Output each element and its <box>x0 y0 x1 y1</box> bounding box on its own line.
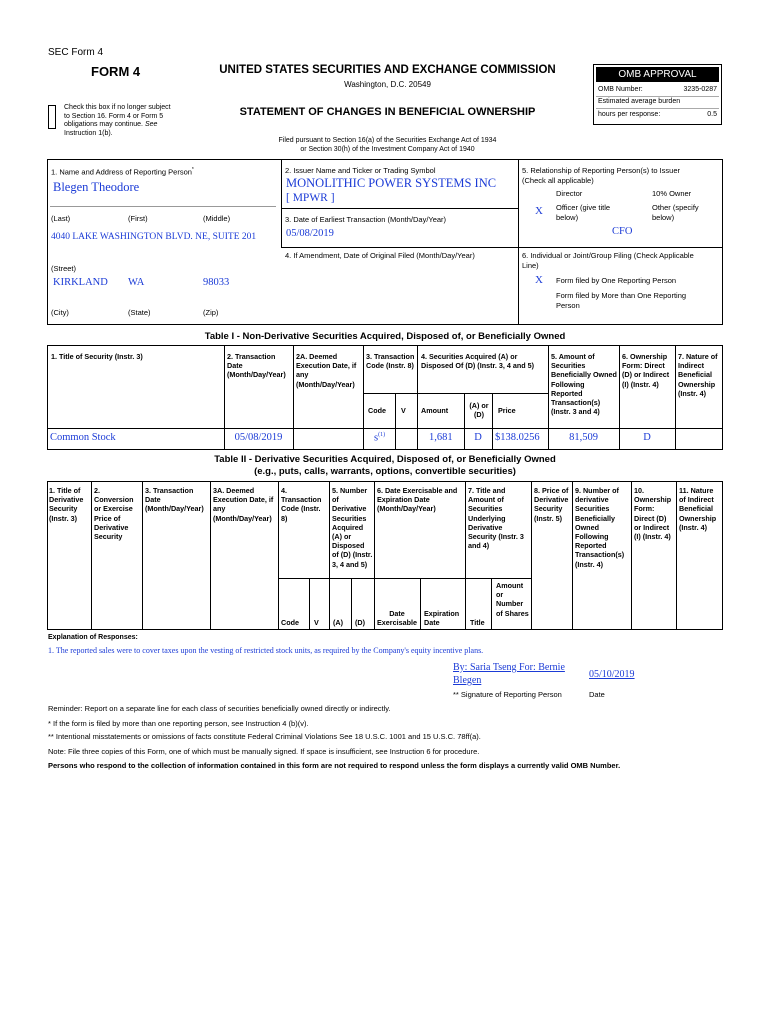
zip-value: 98033 <box>203 277 230 288</box>
table1-title: Table I - Non-Derivative Securities Acquired, Disposed of, or Beneficially Owned <box>204 331 566 342</box>
t2-sub-v: V <box>314 618 319 627</box>
street-label: (Street) <box>51 264 77 273</box>
omb-burden-label: Estimated average burden <box>598 98 681 105</box>
t1-row-price: $138.0256 <box>495 432 540 443</box>
box1-label: 1. Name and Address of Reporting Person* <box>51 167 194 177</box>
last-label: (Last) <box>51 214 71 223</box>
t2-header-deemed: 3A. Deemed Execution Date, if any (Month/Day/Year) <box>213 486 274 523</box>
t1-row-date: 05/08/2019 <box>234 432 283 443</box>
agency-title: UNITED STATES SECURITIES AND EXCHANGE COMMISSION <box>219 64 556 76</box>
director-option: Director <box>556 189 583 198</box>
reporting-person-name: Blegen Theodore <box>53 180 140 194</box>
t1-sub-price: Price <box>498 406 516 415</box>
box2-label: 2. Issuer Name and Ticker or Trading Symbol <box>285 166 436 175</box>
t1-row-amount: 1,681 <box>429 432 453 443</box>
t2-sub-a: (A) <box>333 618 343 627</box>
filed-pursuant: Filed pursuant to Section 16(a) of the Securities Exchange Act of 1934 or Section 30(h) of the Investment Company Act of 1940 <box>278 137 497 153</box>
officer-title-value: CFO <box>612 226 633 237</box>
box5-label: 5. Relationship of Reporting Person(s) to Issuer (Check all applicable) <box>522 166 680 185</box>
ten-percent-owner-option: 10% Owner <box>652 189 692 198</box>
other-option: Other (specify below) <box>652 203 699 222</box>
no-longer-subject-checkbox[interactable] <box>48 105 56 129</box>
issuer-name: MONOLITHIC POWER SYSTEMS INC <box>286 176 497 190</box>
t1-sub-v: V <box>401 406 406 415</box>
t2-header-conversion: 2. Conversion or Exercise Price of Derivative Security <box>94 486 134 542</box>
omb-title: OMB APPROVAL <box>596 67 719 82</box>
t2-header-ownership-form: 10. Ownership Form: Direct (D) or Indirect (I) (Instr. 4) <box>634 486 672 542</box>
earliest-transaction-date: 05/08/2019 <box>286 228 334 239</box>
city-value: KIRKLAND <box>53 277 108 288</box>
officer-option: Officer (give title below) <box>556 203 611 222</box>
agency-city: Washington, D.C. 20549 <box>344 80 431 89</box>
one-person-check-mark: X <box>535 274 543 286</box>
t2-header-underlying: 7. Title and Amount of Securities Underlying Derivative Security (Instr. 3 and 4) <box>468 486 524 551</box>
statement-title: STATEMENT OF CHANGES IN BENEFICIAL OWNERSHIP <box>239 106 536 118</box>
t2-sub-date-exercisable: Date Exercisable <box>377 609 417 628</box>
one-person-option: Form filed by One Reporting Person <box>556 276 677 285</box>
note-text: Note: File three copies of this Form, one of which must be manually signed. If space is insufficient, see Instruction 6 for procedure. <box>48 747 480 756</box>
zip-label: (Zip) <box>203 308 219 317</box>
t2-sub-title: Title <box>470 618 485 627</box>
t2-header-number: 5. Number of Derivative Securities Acquired (A) or Disposed of (D) (Instr. 3, 4 and 5) <box>332 486 373 569</box>
signature: By: Saria Tseng For: Bernie Blegen <box>453 662 565 686</box>
t1-row-form: D <box>643 432 651 443</box>
ticker-symbol: [ MPWR ] <box>286 192 335 204</box>
t2-header-title: 1. Title of Derivative Security (Instr. 3) <box>49 486 84 523</box>
state-label: (State) <box>128 308 151 317</box>
t1-header-code: 3. Transaction Code (Instr. 8) <box>366 352 415 371</box>
middle-label: (Middle) <box>203 214 231 223</box>
t1-header-nature: 7. Nature of Indirect Beneficial Ownership (Instr. 4) <box>678 352 718 398</box>
signature-date: 05/10/2019 <box>589 669 635 680</box>
more-persons-option: Form filed by More than One Reporting Person <box>556 291 687 310</box>
sec-form-label: SEC Form 4 <box>48 47 104 58</box>
t2-sub-d: (D) <box>355 618 365 627</box>
t2-header-owned: 9. Number of derivative Securities Beneficially Owned Following Reported Transaction(s) (Instr. 4) <box>575 486 625 569</box>
omb-number-value: 3235-0287 <box>683 86 717 93</box>
box3-label: 3. Date of Earliest Transaction (Month/Day/Year) <box>285 215 447 224</box>
omb-number-label: OMB Number: <box>598 86 643 93</box>
t1-header-ownership-form: 6. Ownership Form: Direct (D) or Indirect (I) (Instr. 4) <box>622 352 670 389</box>
form-number: FORM 4 <box>91 64 141 79</box>
explanation-label: Explanation of Responses: <box>48 634 138 641</box>
state-value: WA <box>128 277 145 288</box>
city-label: (City) <box>51 308 69 317</box>
t1-header-title: 1. Title of Security (Instr. 3) <box>51 352 143 361</box>
footnote-star-1: * If the form is filed by more than one reporting person, see Instruction 4 (b)(v). <box>48 719 309 728</box>
checkbox-instruction: Check this box if no longer subject to Section 16. Form 4 or Form 5 obligations may continue. See Instruction 1(b). <box>64 104 171 137</box>
first-label: (First) <box>128 214 148 223</box>
omb-disclaimer: Persons who respond to the collection of information contained in this form are not required to respond unless the form displays a currently valid OMB Number. <box>48 761 621 770</box>
table2-title: Table II - Derivative Securities Acquired, Disposed of, or Beneficially Owned (e.g., puts, calls, warrants, options, convertible securities) <box>214 454 556 477</box>
reporting-address: 4040 LAKE WASHINGTON BLVD. NE, SUITE 201 <box>51 232 257 242</box>
t2-header-price: 8. Price of Derivative Security (Instr. 5) <box>534 486 569 523</box>
t2-header-code: 4. Transaction Code (Instr. 8) <box>281 486 322 523</box>
t1-row-code: $s^{(1)}$ <box>374 432 386 444</box>
box6-label: 6. Individual or Joint/Group Filing (Check Applicable Line) <box>522 251 694 270</box>
t1-header-deemed: 2A. Deemed Execution Date, if any (Month/Day/Year) <box>296 352 357 389</box>
t2-header-nature: 11. Nature of Indirect Beneficial Ownership (Instr. 4) <box>679 486 717 532</box>
t1-header-amount-owned: 5. Amount of Securities Beneficially Owned Following Reported Transaction(s) (Instr. 3 and 4) <box>551 352 617 417</box>
t2-sub-code: Code <box>281 618 299 627</box>
t2-header-date: 3. Transaction Date (Month/Day/Year) <box>145 486 204 514</box>
omb-hours-label: hours per response: <box>598 111 661 118</box>
signature-label: ** Signature of Reporting Person <box>453 690 562 699</box>
t2-sub-expiration: Expiration Date <box>424 609 460 628</box>
t1-sub-ad: (A) or (D) <box>469 401 489 420</box>
t2-sub-amount: Amount or Number of Shares <box>496 581 529 618</box>
t1-row-title: Common Stock <box>50 432 116 443</box>
t1-sub-amount: Amount <box>421 406 449 415</box>
t1-sub-code: Code <box>368 406 386 415</box>
officer-check-mark: X <box>535 205 543 217</box>
t2-header-exercisable: 6. Date Exercisable and Expiration Date (Month/Day/Year) <box>377 486 458 514</box>
omb-hours-value: 0.5 <box>707 111 717 118</box>
date-label: Date <box>589 690 605 699</box>
footnote-1: 1. The reported sales were to cover taxes upon the vesting of restricted stock units, as required by the Company's equity incentive plans. <box>48 646 484 655</box>
t1-row-owned: 81,509 <box>569 432 598 443</box>
t1-header-securities: 4. Securities Acquired (A) or Disposed Of (D) (Instr. 3, 4 and 5) <box>421 352 535 371</box>
box4-label: 4. If Amendment, Date of Original Filed (Month/Day/Year) <box>285 251 475 260</box>
t1-row-ad: D <box>474 432 482 443</box>
footnote-star-2: ** Intentional misstatements or omissions of facts constitute Federal Criminal Violations See 18 U.S.C. 1001 and 15 U.S.C. 78ff(a). <box>48 732 481 741</box>
reminder-text: Reminder: Report on a separate line for each class of securities beneficially owned directly or indirectly. <box>48 704 391 713</box>
t1-header-date: 2. Transaction Date (Month/Day/Year) <box>227 352 286 380</box>
